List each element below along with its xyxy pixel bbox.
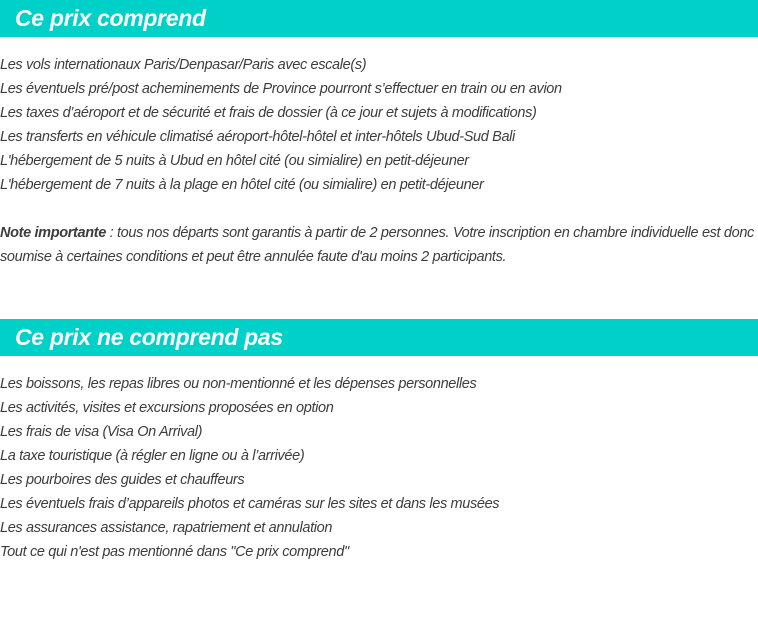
section-title-included: Ce prix comprend [15,5,206,31]
note-label: Note importante [0,225,106,241]
list-item: Les éventuels frais d’appareils photos et caméras sur les sites et dans les musées [0,496,500,512]
excluded-list [0,372,758,564]
list-item: L'hébergement de 5 nuits à Ubud en hôtel cité (ou simialire) en petit-déjeuner [0,153,469,169]
section-title-excluded: Ce prix ne comprend pas [15,324,283,350]
list-item: Les pourboires des guides et chauffeurs [0,472,245,488]
list-item: La taxe touristique (à régler en ligne ou à l’arrivée) [0,448,305,464]
list-item: Les frais de visa (Visa On Arrival) [0,424,203,440]
list-item: Les transferts en véhicule climatisé aéroport-hôtel-hôtel et inter-hôtels Ubud-Sud Bali [0,129,515,145]
note-text: : tous nos départs sont garantis à partir de 2 personnes. Votre inscription en chambre individuelle est donc soumise à certaines conditions et peut être annulée faute d'au moins 2 participants. [0,225,754,265]
list-item: Les boissons, les repas libres ou non-mentionné et les dépenses personnelles [0,376,477,392]
list-item: L'hébergement de 7 nuits à la plage en hôtel cité (ou simialire) en petit-déjeuner [0,177,484,193]
section-header-included [0,0,758,37]
important-note [0,221,756,269]
section-header-excluded [0,319,758,356]
list-item: Les vols internationaux Paris/Denpasar/Paris avec escale(s) [0,57,367,73]
list-item: Les activités, visites et excursions proposées en option [0,400,334,416]
included-list [0,53,758,197]
list-item: Tout ce qui n'est pas mentionné dans "Ce prix comprend" [0,544,349,560]
list-item: Les assurances assistance, rapatriement et annulation [0,520,333,536]
list-item: Les éventuels pré/post acheminements de Province pourront s’effectuer en train ou en avion [0,81,562,97]
list-item: Les taxes d’aéroport et de sécurité et frais de dossier (à ce jour et sujets à modifications) [0,105,537,121]
